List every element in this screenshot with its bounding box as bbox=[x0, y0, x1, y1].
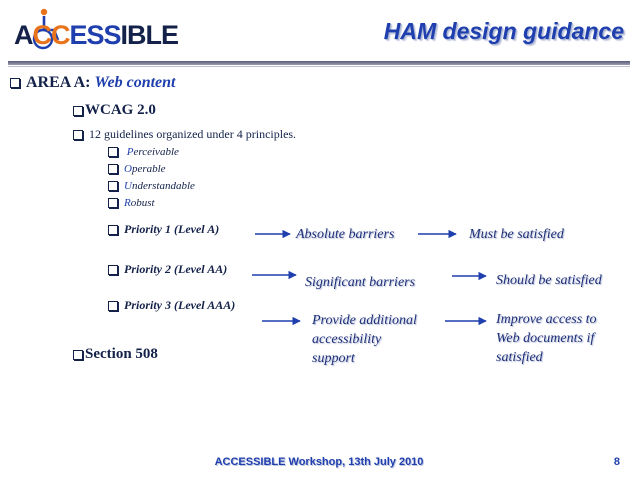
area-label: AREA A: bbox=[26, 74, 91, 91]
footer-text: ACCESSIBLE Workshop, 13th July 2010 bbox=[214, 456, 424, 468]
page-number: 8 bbox=[613, 456, 620, 468]
wcag-label: WCAG 2.0 bbox=[85, 102, 156, 118]
priority-3-meaning: Provide additional accessibility support bbox=[312, 313, 417, 366]
principle-perceivable: Perceivable bbox=[108, 146, 179, 158]
priority-1-label: Priority 1 (Level A) bbox=[108, 222, 219, 237]
priority-1-meaning: Absolute barriers bbox=[296, 227, 395, 242]
checkbox-bullet-icon bbox=[73, 350, 83, 360]
area-topic: Web content bbox=[94, 74, 176, 91]
principle-operable: Operable bbox=[108, 163, 166, 175]
priority-2-label: Priority 2 (Level AA) bbox=[108, 262, 227, 277]
logo-ess: ESS bbox=[69, 20, 121, 50]
principle-understandable: Understandable bbox=[108, 180, 195, 192]
wcag-guidelines: 12 guidelines organized under 4 principles. bbox=[73, 127, 296, 142]
slide-title: HAM design guidance bbox=[383, 18, 624, 44]
priority-2-meaning: Significant barriers bbox=[305, 275, 416, 290]
section-508-heading: Section 508 bbox=[73, 346, 158, 363]
logo-cc: CC bbox=[32, 20, 70, 50]
priority-3-requirement: Improve access to Web documents if satisfied bbox=[496, 312, 597, 365]
priority-3-label: Priority 3 (Level AAA) bbox=[108, 298, 235, 313]
principle-robust: Robust bbox=[108, 197, 155, 209]
logo-a: A bbox=[14, 20, 33, 50]
logo-ible: IBLE bbox=[120, 20, 179, 50]
priority-2-requirement: Should be satisfied bbox=[496, 273, 602, 288]
priority-1-requirement: Must be satisfied bbox=[469, 227, 564, 242]
